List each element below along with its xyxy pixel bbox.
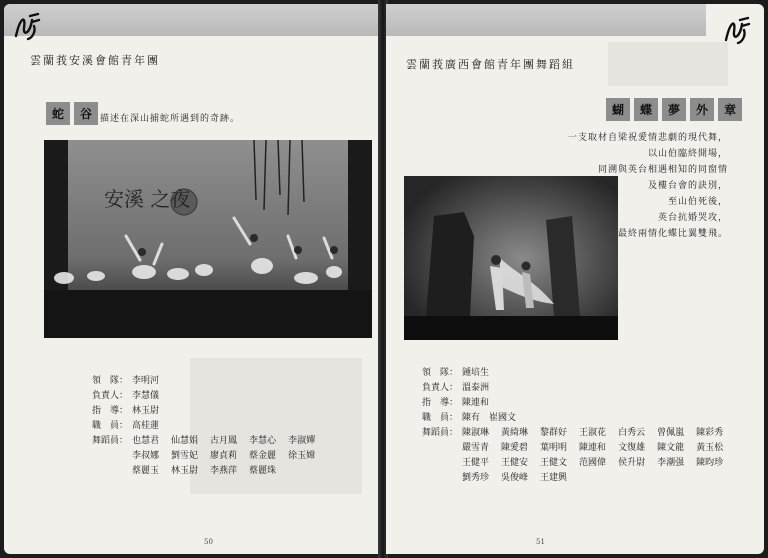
troupe-name: 雲蘭莪廣西會館青年團舞蹈組 bbox=[406, 58, 575, 71]
dance-description: 描述在深山捕蛇所遇到的奇跡。 bbox=[100, 114, 241, 124]
header-band bbox=[386, 4, 706, 36]
right-page bbox=[386, 4, 764, 554]
dance-title bbox=[46, 102, 98, 125]
title-char: 章 bbox=[718, 98, 742, 121]
credit-row: 舞蹈員： 陳淑琳 黃綺琳 黎群好 王淑花 白秀云 曾佩嵐 陳彩秀 嚴雪青 陳愛碧 葉明明 陳連和 文復雄 陳文龍 黃玉松 王健平 王健安 王健文 范國偉 侯升尉 李潮强 陳昀珍 劉秀珍 吳俊峰 王建興 bbox=[422, 428, 724, 483]
performance-photo bbox=[404, 176, 618, 340]
credit-row: 負責人： 李慧儀 bbox=[92, 391, 160, 401]
title-char: 蝴 bbox=[606, 98, 630, 121]
credit-row: 舞蹈員： 也慧君 仙慧娟 古月鳳 李慧心 李淑嬋 李叔娜 劉雪妃 廖貞莉 蔡金麗 徐玉嫦 蔡麗玉 林玉尉 李燕萍 蔡麗珠 bbox=[92, 436, 316, 476]
title-char: 蛇 bbox=[46, 102, 70, 125]
credits-list bbox=[422, 366, 752, 486]
credit-row: 領 隊： 鍾培生 bbox=[422, 368, 490, 378]
title-char: 外 bbox=[690, 98, 714, 121]
stage-banner: 安溪 之夜 bbox=[104, 187, 191, 211]
credit-row: 負責人： 溫泰洲 bbox=[422, 383, 490, 393]
header-band bbox=[4, 4, 380, 36]
credit-row: 領 隊： 李明河 bbox=[92, 376, 160, 386]
grey-panel bbox=[608, 42, 728, 86]
performance-photo bbox=[44, 140, 372, 338]
credit-row: 職 員： 高桂蓮 bbox=[92, 421, 160, 431]
title-char: 谷 bbox=[74, 102, 98, 125]
title-char: 夢 bbox=[662, 98, 686, 121]
calligraphy-logo-icon bbox=[12, 8, 42, 42]
left-page bbox=[4, 4, 380, 554]
troupe-name: 雲蘭莪安溪會館青年團 bbox=[30, 54, 160, 67]
credit-row: 指 導： 林玉尉 bbox=[92, 406, 160, 416]
page-number: 51 bbox=[536, 538, 545, 546]
credit-row: 職 員： 陳有 崔國文 bbox=[422, 413, 517, 423]
dance-description: 一支取材自梁祝愛情悲劇的現代舞， 以山伯臨終開場， 同溯與英台相遇相知的同窗情 及樓台會的訣別， 至山伯死後， 英台抗婚哭攻， 最終兩情化蝶比翼雙飛。 bbox=[567, 133, 728, 239]
credit-row: 指 導： 陳連和 bbox=[422, 398, 490, 408]
calligraphy-logo-icon bbox=[722, 12, 752, 46]
page-number: 50 bbox=[204, 538, 213, 546]
title-char: 蝶 bbox=[634, 98, 658, 121]
credits-list bbox=[92, 374, 360, 479]
dance-title bbox=[606, 98, 742, 121]
